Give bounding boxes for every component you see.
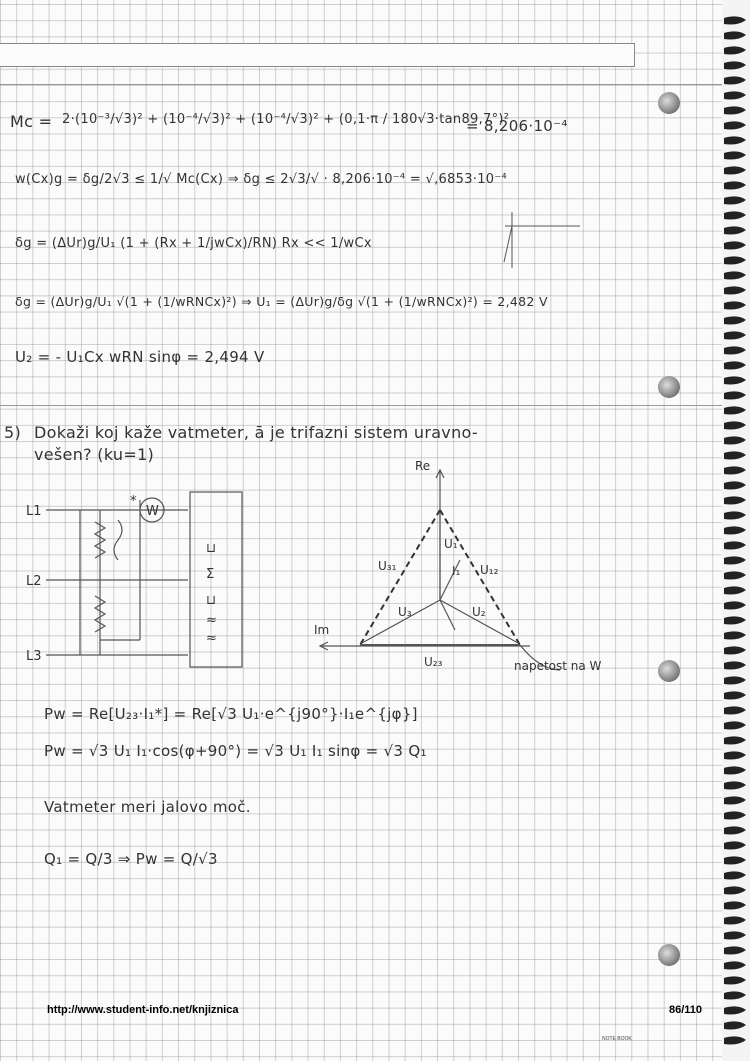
- spiral-coil: [724, 646, 746, 654]
- formula-u2: U₂ = - U₁Cx wRN sinφ = 2,494 V: [15, 348, 265, 366]
- spiral-coil: [724, 826, 746, 834]
- spiral-coil: [724, 76, 746, 84]
- spiral-coil: [724, 61, 746, 69]
- formula-mc-result: = 8,206·10⁻⁴: [466, 117, 568, 135]
- box-symbol-5: ≈: [206, 631, 217, 646]
- spiral-coil: [724, 961, 746, 969]
- box-symbol-2: Σ: [206, 567, 215, 582]
- axis-re-label: Re: [415, 459, 431, 473]
- box-symbol-4: ≈: [206, 613, 217, 628]
- punch-hole-3: [658, 660, 680, 682]
- spiral-coil: [724, 871, 746, 879]
- problem-number: 5): [4, 423, 22, 442]
- spiral-coil: [724, 1021, 746, 1029]
- spiral-coil: [724, 196, 746, 204]
- spiral-coil: [724, 361, 746, 369]
- spiral-coil: [724, 721, 746, 729]
- spiral-coil: [724, 241, 746, 249]
- phasor-u3-label: U₃: [398, 605, 412, 619]
- spiral-coil: [724, 616, 746, 624]
- spiral-coil: [724, 736, 746, 744]
- spiral-coil: [724, 751, 746, 759]
- spiral-coil: [724, 601, 746, 609]
- phasor-u1-label: U₁: [444, 537, 458, 551]
- spiral-coil: [724, 331, 746, 339]
- spiral-coil: [724, 916, 746, 924]
- problem-text-line1: Dokaži koj kaže vatmeter, ā je trifazni sistem uravno-: [34, 423, 478, 442]
- spiral-coil: [724, 436, 746, 444]
- formula-mc-radicand: 2·(10⁻³/√3)² + (10⁻⁴/√3)² + (10⁻⁴/√3)² + (0,1·π / 180√3·tan89,7°)²: [62, 112, 510, 127]
- spiral-coil: [724, 556, 746, 564]
- spiral-coil: [724, 766, 746, 774]
- spiral-coil: [724, 31, 746, 39]
- spiral-coil: [724, 841, 746, 849]
- spiral-coil: [724, 256, 746, 264]
- spiral-coil: [724, 16, 746, 24]
- spiral-coil: [724, 901, 746, 909]
- spiral-coil: [724, 46, 746, 54]
- spiral-coil: [724, 991, 746, 999]
- spiral-coil: [724, 91, 746, 99]
- label-l3: L3: [26, 649, 42, 664]
- punch-hole-1: [658, 92, 680, 114]
- punch-hole-4: [658, 944, 680, 966]
- spiral-coil: [724, 166, 746, 174]
- phasor-u12-label: U₁₂: [480, 563, 499, 577]
- label-l1: L1: [26, 504, 42, 519]
- box-symbol-3: ⊔: [206, 593, 217, 608]
- spiral-coil: [724, 886, 746, 894]
- formula-mc-lhs: Mc =: [10, 112, 53, 131]
- spiral-coil: [724, 301, 746, 309]
- spiral-coil: [724, 376, 746, 384]
- phasor-i1-label: I₁: [452, 564, 461, 578]
- page-number: 86/110: [669, 1004, 703, 1016]
- spiral-coil: [724, 811, 746, 819]
- notebook-brand: NOTE BOOK: [602, 1036, 632, 1042]
- spiral-coil: [724, 706, 746, 714]
- spiral-coil: [724, 181, 746, 189]
- footer-link[interactable]: http://www.student-info.net/knjiznica: [47, 1004, 239, 1016]
- spiral-coil: [724, 451, 746, 459]
- spiral-coil: [724, 631, 746, 639]
- formula-u1: δg = (ΔUr)g/U₁ √(1 + (1/wRNCx)²) ⇒ U₁ = (ΔUr)g/δg √(1 + (1/wRNCx)²) = 2,482 V: [15, 294, 548, 309]
- formula-delta-g: δg = (ΔUr)g/U₁ (1 + (Rx + 1/jwCx)/RN) Rx << 1/wCx: [15, 236, 372, 251]
- spiral-coil: [724, 391, 746, 399]
- derivation-line4: Q₁ = Q/3 ⇒ Pw = Q/√3: [44, 850, 218, 868]
- spiral-coil: [724, 691, 746, 699]
- box-symbol-1: ⊔: [206, 541, 217, 556]
- spiral-coil: [724, 271, 746, 279]
- phasor-u23-label: U₂₃: [424, 655, 443, 669]
- derivation-line3: Vatmeter meri jalovo moč.: [44, 798, 251, 816]
- spiral-coil: [724, 211, 746, 219]
- spiral-coil: [724, 571, 746, 579]
- spiral-coil: [724, 676, 746, 684]
- spiral-coil: [724, 541, 746, 549]
- spiral-coil: [724, 931, 746, 939]
- spiral-coil: [724, 496, 746, 504]
- spiral-coil: [724, 466, 746, 474]
- spiral-coil: [724, 406, 746, 414]
- spiral-coil: [724, 781, 746, 789]
- formula-w-cx: w(Cx)g = δg/2√3 ≤ 1/√ Mc(Cx) ⇒ δg ≤ 2√3/√ · 8,206·10⁻⁴ = √,6853·10⁻⁴: [15, 172, 508, 187]
- spiral-coil: [724, 481, 746, 489]
- spiral-coil: [724, 661, 746, 669]
- spiral-coil: [724, 226, 746, 234]
- spiral-coil: [724, 796, 746, 804]
- spiral-coil: [724, 526, 746, 534]
- callout-napetost: napetost na W: [514, 659, 602, 673]
- spiral-coil: [724, 106, 746, 114]
- phasor-u2-label: U₂: [472, 605, 486, 619]
- spiral-coil: [724, 1036, 746, 1044]
- spiral-coil: [724, 316, 746, 324]
- derivation-line2: Pw = √3 U₁ I₁·cos(φ+90°) = √3 U₁ I₁ sinφ = √3 Q₁: [44, 742, 427, 760]
- spiral-coil: [724, 511, 746, 519]
- label-l2: L2: [26, 574, 42, 589]
- spiral-coil: [724, 946, 746, 954]
- spiral-coil: [724, 121, 746, 129]
- spiral-coil: [724, 586, 746, 594]
- punch-hole-2: [658, 376, 680, 398]
- wattmeter-label: W: [146, 504, 159, 519]
- spiral-coil: [724, 1006, 746, 1014]
- phasor-u31-label: U₃₁: [378, 559, 397, 573]
- spiral-coil: [724, 421, 746, 429]
- spiral-coil: [724, 136, 746, 144]
- wattmeter-star: *: [130, 494, 137, 509]
- spiral-coil: [724, 976, 746, 984]
- problem-text-line2: vešen? (ku=1): [34, 445, 155, 464]
- axis-im-label: Im: [314, 623, 330, 637]
- spiral-coil: [724, 286, 746, 294]
- spiral-coil: [724, 151, 746, 159]
- derivation-line1: Pw = Re[U₂₃·I₁*] = Re[√3 U₁·e^{j90°}·I₁e^{jφ}]: [44, 705, 418, 723]
- spiral-coil: [724, 856, 746, 864]
- spiral-coil: [724, 346, 746, 354]
